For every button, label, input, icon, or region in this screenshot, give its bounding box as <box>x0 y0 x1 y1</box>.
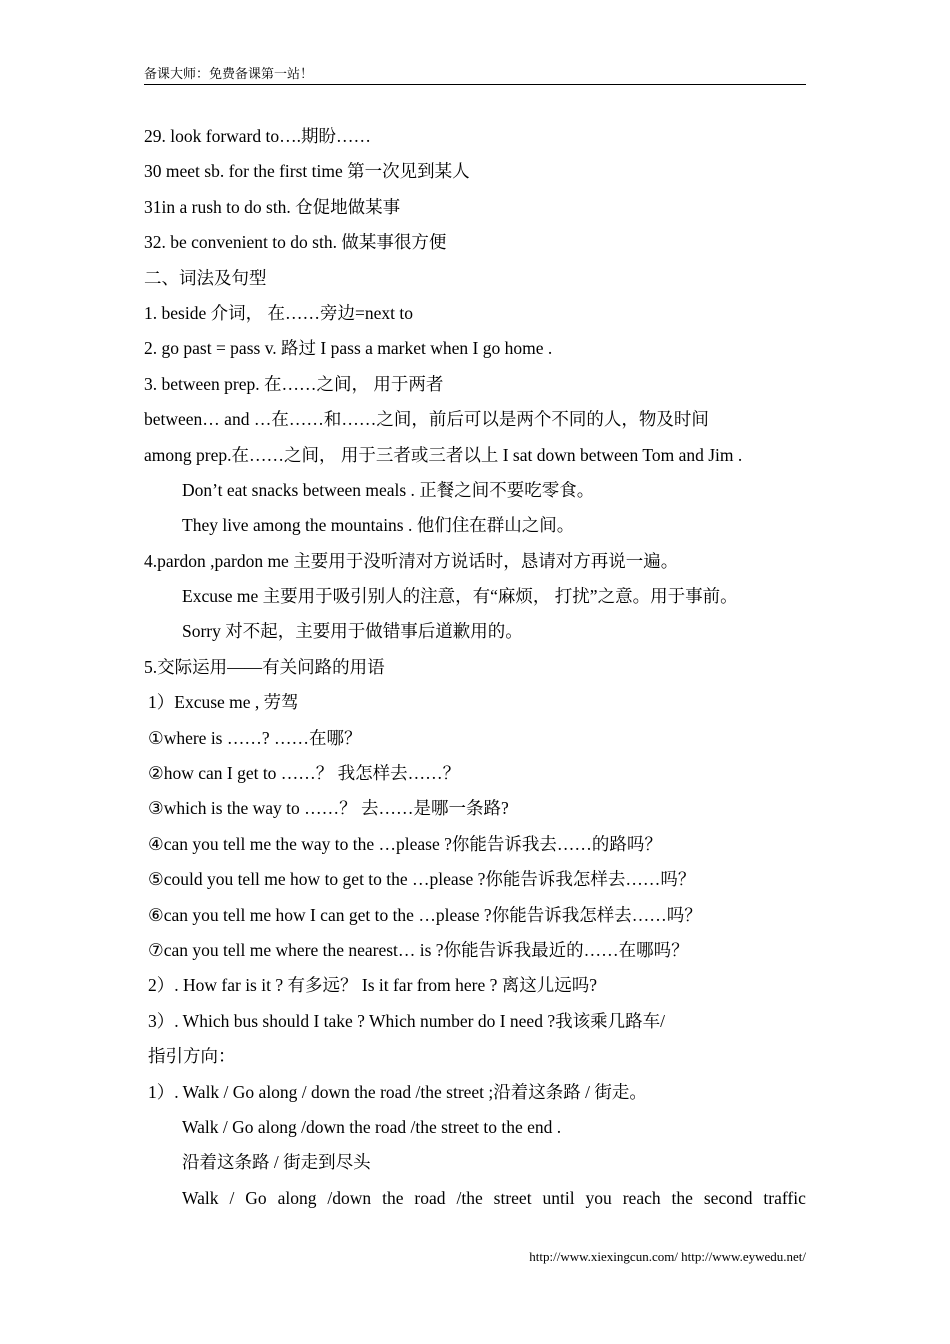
text-line: 3. between prep. 在……之间， 用于两者 <box>144 373 444 394</box>
page-footer[interactable]: http://www.xiexingcun.com/ http://www.eywedu.net/ <box>529 1249 806 1264</box>
text-line: 2. go past = pass v. 路过 I pass a market when I go home . <box>144 338 553 359</box>
list-item: ①where is ……? ……在哪？ <box>148 727 362 748</box>
list-item: 3）. Which bus should I take ? Which number do I need ?我该乘几路车/ <box>148 1010 665 1031</box>
word: road <box>414 1187 446 1208</box>
word: Walk <box>182 1187 219 1208</box>
word: the <box>382 1187 404 1208</box>
list-item: ③which is the way to ……？ 去……是哪一条路? <box>148 798 509 819</box>
example-line: Excuse me 主要用于吸引别人的注意，有“麻烦， 打扰”之意。用于事前。 <box>182 586 738 607</box>
text-line: 4.pardon ,pardon me 主要用于没听清对方说话时，恳请对方再说一遍。 <box>144 550 679 571</box>
text-line: 32. be convenient to do sth. 做某事很方便 <box>144 232 447 253</box>
word: street <box>493 1187 532 1208</box>
list-item: ⑦can you tell me where the nearest… is ?你能告诉我最近的……在哪吗？ <box>148 939 689 960</box>
word: reach <box>622 1187 661 1208</box>
justified-line <box>144 1181 806 1216</box>
document-body <box>144 119 806 1216</box>
text-line: 5.交际运用——有关问路的用语 <box>144 656 385 677</box>
word: /down <box>327 1187 372 1208</box>
text-line: between… and …在……和……之间，前后可以是两个不同的人，物及时间 <box>144 409 709 430</box>
word: traffic <box>763 1187 806 1208</box>
list-item: 1）. Walk / Go along / down the road /the street ;沿着这条路 / 街走。 <box>148 1081 647 1102</box>
list-item: 1）Excuse me , 劳驾 <box>148 692 299 713</box>
word: /the <box>456 1187 483 1208</box>
example-line: Walk / Go along /down the road /the street to the end . <box>182 1116 562 1137</box>
list-item: ⑤could you tell me how to get to the …please ?你能告诉我怎样去……吗？ <box>148 869 696 890</box>
example-line: 沿着这条路 / 街走到尽头 <box>182 1152 371 1173</box>
list-item: ⑥can you tell me how I can get to the …please ?你能告诉我怎样去……吗？ <box>148 904 702 925</box>
list-item: ④can you tell me the way to the …please ?你能告诉我去……的路吗？ <box>148 833 662 854</box>
word: along <box>277 1187 317 1208</box>
word: / <box>229 1187 235 1208</box>
page-header: 备课大师：免费备课第一站！ <box>144 66 806 85</box>
word: the <box>671 1187 693 1208</box>
text-line: 31in a rush to do sth. 仓促地做某事 <box>144 196 401 217</box>
section-heading: 二、词法及句型 <box>144 267 267 288</box>
subheading: 指引方向： <box>148 1046 236 1067</box>
text-line: among prep.在……之间， 用于三者或三者以上 I sat down between Tom and Jim . <box>144 444 743 465</box>
text-line: 1. beside 介词， 在……旁边=next to <box>144 302 413 323</box>
word: Go <box>245 1187 267 1208</box>
text-line: 29. look forward to….期盼…… <box>144 126 371 146</box>
example-line: They live among the mountains . 他们住在群山之间。 <box>182 515 575 536</box>
list-item: ②how can I get to ……？ 我怎样去……？ <box>148 763 461 784</box>
word: you <box>585 1187 612 1208</box>
list-item: 2）. How far is it ? 有多远？ Is it far from here ? 离这儿远吗? <box>148 975 598 996</box>
word: until <box>542 1187 575 1208</box>
example-line: Don’t eat snacks between meals . 正餐之间不要吃零食。 <box>182 479 595 500</box>
example-line: Sorry 对不起，主要用于做错事后道歉用的。 <box>182 621 523 642</box>
word: second <box>703 1187 753 1208</box>
text-line: 30 meet sb. for the first time 第一次见到某人 <box>144 161 470 182</box>
